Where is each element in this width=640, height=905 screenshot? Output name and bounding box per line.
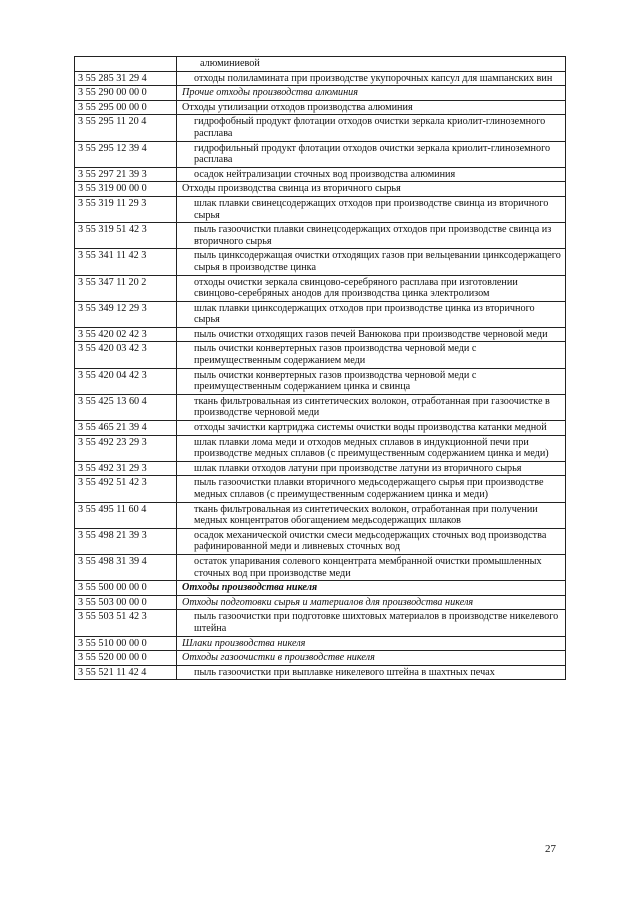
waste-code-cell: 3 55 498 31 39 4 — [75, 554, 177, 580]
waste-name-cell — [177, 327, 566, 342]
table-row — [75, 610, 566, 636]
waste-code-cell: 3 55 319 11 29 3 — [75, 196, 177, 222]
table-row — [75, 461, 566, 476]
waste-code-cell: 3 55 498 21 39 3 — [75, 528, 177, 554]
table-row — [75, 665, 566, 680]
waste-code-cell: 3 55 492 51 42 3 — [75, 476, 177, 502]
table-row — [75, 435, 566, 461]
table-row — [75, 528, 566, 554]
waste-code-cell: 3 55 420 02 42 3 — [75, 327, 177, 342]
waste-name-cell — [177, 100, 566, 115]
waste-name-cell — [177, 636, 566, 651]
waste-code-cell: 3 55 503 00 00 0 — [75, 595, 177, 610]
waste-name-cell — [177, 167, 566, 182]
table-row — [75, 115, 566, 141]
waste-code-cell: 3 55 503 51 42 3 — [75, 610, 177, 636]
waste-name-text: Отходы утилизации отходов производства алюминия — [182, 101, 413, 113]
waste-name-text: шлак плавки отходов латуни при производстве латуни из вторичного сырья — [194, 462, 522, 474]
waste-name-text: шлак плавки цинксодержащих отходов при производстве цинка из вторичного сырья — [194, 302, 535, 326]
waste-name-text: гидрофильный продукт флотации отходов очистки зеркала криолит-глиноземного расплава — [194, 142, 551, 166]
waste-name-cell — [177, 435, 566, 461]
waste-name-cell — [177, 301, 566, 327]
table-row — [75, 595, 566, 610]
waste-code-cell: 3 55 290 00 00 0 — [75, 86, 177, 101]
waste-code-cell: 3 55 349 12 29 3 — [75, 301, 177, 327]
waste-name-cell — [177, 368, 566, 394]
table-row — [75, 196, 566, 222]
table-row — [75, 554, 566, 580]
waste-name-cell — [177, 275, 566, 301]
waste-code-cell: 3 55 500 00 00 0 — [75, 581, 177, 596]
waste-name-text: отходы полиламината при производстве укупорочных капсул для шампанских вин — [194, 72, 553, 84]
waste-name-cell — [177, 71, 566, 86]
waste-name-cell — [177, 115, 566, 141]
waste-name-cell — [177, 141, 566, 167]
table-row — [75, 182, 566, 197]
waste-name-cell — [177, 57, 566, 72]
waste-name-cell — [177, 581, 566, 596]
waste-code-cell: 3 55 319 00 00 0 — [75, 182, 177, 197]
waste-name-text: ткань фильтровальная из синтетических волокон, отработанная при газоочистке в производстве черновой меди — [194, 395, 550, 419]
table-row — [75, 141, 566, 167]
waste-name-text: остаток упаривания солевого концентрата мембранной очистки промышленных сточных вод при производстве меди — [194, 555, 542, 579]
waste-name-text: пыль очистки конвертерных газов производства черновой меди с преимущественным содержанием цинка и свинца — [194, 369, 477, 393]
waste-name-text: Отходы газоочистки в производстве никеля — [182, 652, 375, 664]
waste-code-cell: 3 55 295 00 00 0 — [75, 100, 177, 115]
waste-name-text: осадок нейтрализации сточных вод производства алюминия — [194, 168, 456, 180]
waste-name-cell — [177, 196, 566, 222]
waste-code-cell: 3 55 521 11 42 4 — [75, 665, 177, 680]
table-row — [75, 301, 566, 327]
waste-name-cell — [177, 342, 566, 368]
table-row — [75, 275, 566, 301]
table-row — [75, 581, 566, 596]
waste-classification-table — [74, 56, 566, 680]
table-row — [75, 636, 566, 651]
waste-code-cell: 3 55 319 51 42 3 — [75, 223, 177, 249]
table-row — [75, 100, 566, 115]
waste-name-text: пыль цинксодержащая очистки отходящих газов при вельцевании цинксодержащего сырья в производстве цинка — [194, 250, 561, 273]
waste-code-cell: 3 55 297 21 39 3 — [75, 167, 177, 182]
table-row — [75, 394, 566, 420]
waste-name-text: пыль газоочистки плавки свинецсодержащих отходов при производстве свинца из вторичного сырья — [194, 224, 552, 247]
waste-name-cell — [177, 610, 566, 636]
waste-code-cell: 3 55 495 11 60 4 — [75, 502, 177, 528]
waste-code-cell: 3 55 520 00 00 0 — [75, 651, 177, 666]
waste-name-text: Шлаки производства никеля — [182, 637, 306, 649]
waste-code-cell: 3 55 510 00 00 0 — [75, 636, 177, 651]
waste-name-cell — [177, 528, 566, 554]
waste-name-cell — [177, 421, 566, 436]
waste-name-cell — [177, 182, 566, 197]
waste-name-cell — [177, 86, 566, 101]
waste-name-cell — [177, 476, 566, 502]
waste-name-cell — [177, 651, 566, 666]
waste-name-text: отходы зачистки картриджа системы очистки воды производства катанки медной — [194, 422, 547, 434]
waste-name-cell — [177, 249, 566, 275]
waste-name-text: ткань фильтровальная из синтетических волокон, отработанная при получении медных концентратов обогащением медьсодержащих шлаков — [194, 503, 538, 527]
waste-code-cell: 3 55 285 31 29 4 — [75, 71, 177, 86]
waste-name-text: осадок механической очистки смеси медьсодержащих сточных вод производства рафинированной меди и ливневых сточных вод — [194, 529, 547, 553]
table-row — [75, 421, 566, 436]
waste-name-text: Прочие отходы производства алюминия — [182, 87, 359, 99]
waste-name-cell — [177, 223, 566, 249]
table-row — [75, 167, 566, 182]
page-number: 27 — [545, 843, 556, 855]
table-row — [75, 342, 566, 368]
waste-name-cell — [177, 595, 566, 610]
waste-code-cell: 3 55 465 21 39 4 — [75, 421, 177, 436]
waste-name-cell — [177, 502, 566, 528]
waste-code-cell: 3 55 492 31 29 3 — [75, 461, 177, 476]
waste-name-cell — [177, 394, 566, 420]
waste-name-cell — [177, 461, 566, 476]
waste-name-text: алюминиевой — [200, 58, 260, 69]
table-row — [75, 86, 566, 101]
waste-code-cell: 3 55 492 23 29 3 — [75, 435, 177, 461]
waste-code-cell: 3 55 420 04 42 3 — [75, 368, 177, 394]
waste-name-text: Отходы производства никеля — [182, 582, 318, 594]
table-row — [75, 368, 566, 394]
waste-name-text: пыль очистки конвертерных газов производства черновой меди с преимущественным содержанием меди — [194, 343, 477, 367]
waste-code-cell: 3 55 295 12 39 4 — [75, 141, 177, 167]
waste-code-cell: 3 55 347 11 20 2 — [75, 275, 177, 301]
table-row — [75, 223, 566, 249]
waste-code-cell — [75, 57, 177, 72]
table-row — [75, 57, 566, 72]
waste-name-cell — [177, 665, 566, 680]
waste-name-text: пыль газоочистки при выплавке никелевого штейна в шахтных печах — [194, 666, 495, 678]
table-body — [75, 57, 566, 680]
waste-name-text: шлак плавки лома меди и отходов медных сплавов в индукционной печи при производстве медных сплавов (с преимущественным содержанием цинка и меди) — [194, 436, 549, 460]
waste-name-cell — [177, 554, 566, 580]
waste-name-text: пыль очистки отходящих газов печей Ванюкова при производстве черновой меди — [194, 328, 548, 340]
waste-name-text: гидрофобный продукт флотации отходов очистки зеркала криолит-глиноземного расплава — [194, 116, 546, 139]
waste-code-cell: 3 55 425 13 60 4 — [75, 394, 177, 420]
waste-code-cell: 3 55 420 03 42 3 — [75, 342, 177, 368]
table-row — [75, 249, 566, 275]
table-row — [75, 71, 566, 86]
table-row — [75, 651, 566, 666]
waste-code-cell: 3 55 295 11 20 4 — [75, 115, 177, 141]
waste-name-text: шлак плавки свинецсодержащих отходов при производстве свинца из вторичного сырья — [194, 197, 549, 221]
waste-name-text: отходы очистки зеркала свинцово-серебряного расплава при изготовлении свинцово-серебряных анодов для производства цинка электролизом — [194, 276, 518, 300]
table-row — [75, 476, 566, 502]
waste-name-text: пыль газоочистки плавки вторичного медьсодержащего сырья при производстве медных сплавов (с преимущественным содержанием цинка и меди) — [194, 477, 544, 500]
table-row — [75, 327, 566, 342]
waste-code-cell: 3 55 341 11 42 3 — [75, 249, 177, 275]
waste-name-text: Отходы подготовки сырья и материалов для производства никеля — [182, 596, 474, 608]
waste-name-text: пыль газоочистки при подготовке шихтовых материалов в производстве никелевого штейна — [194, 611, 559, 634]
waste-name-text: Отходы производства свинца из вторичного сырья — [182, 183, 401, 195]
table-row — [75, 502, 566, 528]
